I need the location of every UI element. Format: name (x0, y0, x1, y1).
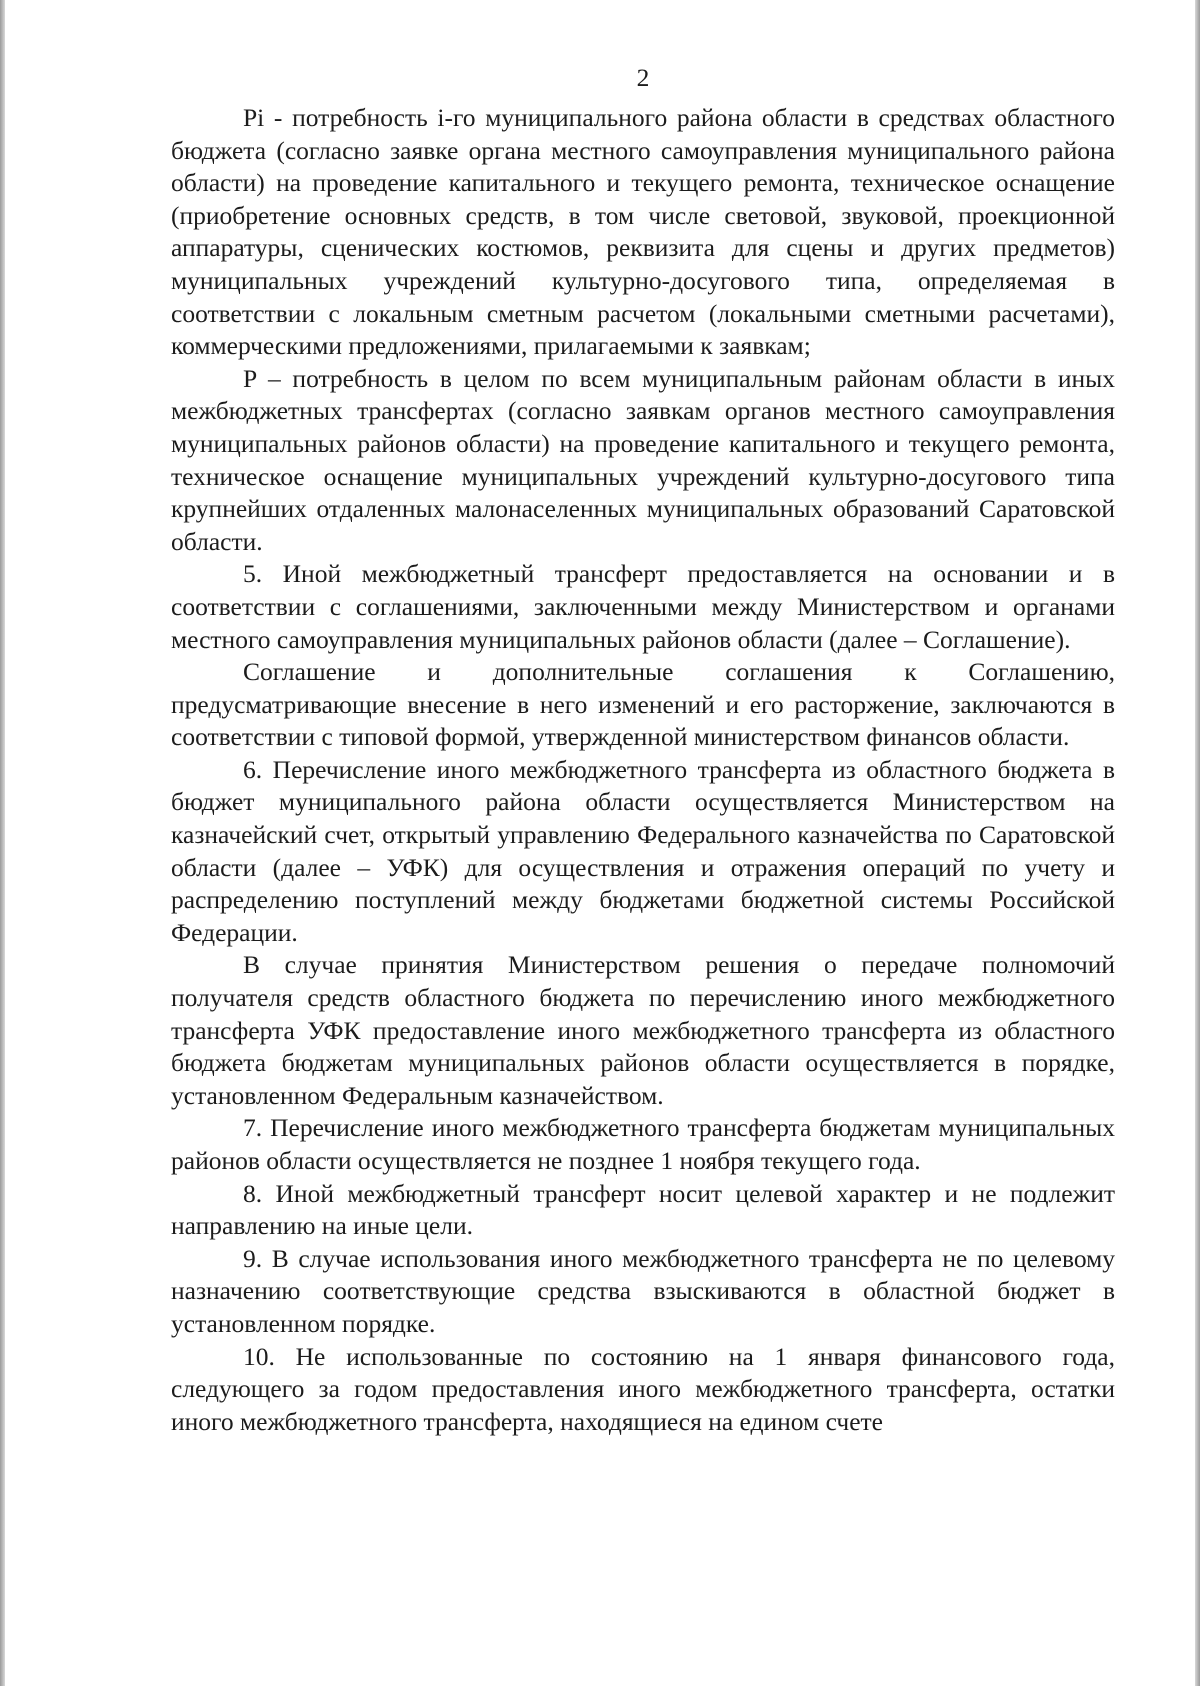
paragraph-pi-definition: Pi - потребность i-го муниципального района области в средствах областного бюджета (согласно заявке органа местного самоуправления муниципального района области) на проведение капитального и текущего ремонта, техническое оснащение (приобретение основных средств, в том числе световой, звуковой, проекционной аппаратуры, сценических костюмов, реквизита для сцены и других предметов) муниципальных учреждений культурно-досугового типа, определяемая в соответствии с локальным сметным расчетом (локальными сметными расчетами), коммерческими предложениями, прилагаемыми к заявкам; (171, 103, 1115, 361)
paragraph-p-definition: P – потребность в целом по всем муниципальным районам области в иных межбюджетных трансфертах (согласно заявкам органов местного самоуправления муниципальных районов области) на проведение капитального и текущего ремонта, техническое оснащение муниципальных учреждений культурно-досугового типа крупнейших отдаленных малонаселенных муниципальных образований Саратовской области. (171, 363, 1115, 556)
paragraph-item-8: 8. Иной межбюджетный трансферт носит целевой характер и не подлежит направлению на иные цели. (171, 1178, 1115, 1241)
document-page (171, 62, 1115, 1438)
paragraph-item-6: 6. Перечисление иного межбюджетного трансферта из областного бюджета в бюджет муниципального района области осуществляется Министерством на казначейский счет, открытый управлению Федерального казначейства по Саратовской области (далее – УФК) для осуществления и отражения операций по учету и распределению поступлений между бюджетами бюджетной системы Российской Федерации. (171, 754, 1115, 947)
paragraph-item-9: 9. В случае использования иного межбюджетного трансферта не по целевому назначению соответствующие средства взыскиваются в областной бюджет в установленном порядке. (171, 1243, 1115, 1338)
paragraph-item-5: 5. Иной межбюджетный трансферт предоставляется на основании и в соответствии с соглашениями, заключенными между Министерством и органами местного самоуправления муниципальных районов области (далее – Соглашение). (171, 559, 1115, 654)
scan-edge-left (0, 0, 5, 1686)
paragraph-ufk-powers: В случае принятия Министерством решения о передаче полномочий получателя средств областного бюджета по перечислению иного межбюджетного трансферта УФК предоставление иного межбюджетного трансферта из областного бюджета бюджетам муниципальных районов области осуществляется в порядке, установленном Федеральным казначейством. (171, 950, 1115, 1110)
scan-edge-right (1195, 0, 1200, 1686)
paragraph-item-7: 7. Перечисление иного межбюджетного трансферта бюджетам муниципальных районов области осуществляется не позднее 1 ноября текущего года. (171, 1113, 1115, 1175)
paragraph-agreement-form: Соглашение и дополнительные соглашения к Соглашению, предусматривающие внесение в него изменений и его расторжение, заключаются в соответствии с типовой формой, утвержденной министерством финансов области. (171, 657, 1115, 752)
page-number: 2 (636, 63, 650, 92)
paragraph-item-10: 10. Не использованные по состоянию на 1 января финансового года, следующего за годом предоставления иного межбюджетного трансферта, остатки иного межбюджетного трансферта, находящиеся на едином счете (171, 1341, 1115, 1436)
